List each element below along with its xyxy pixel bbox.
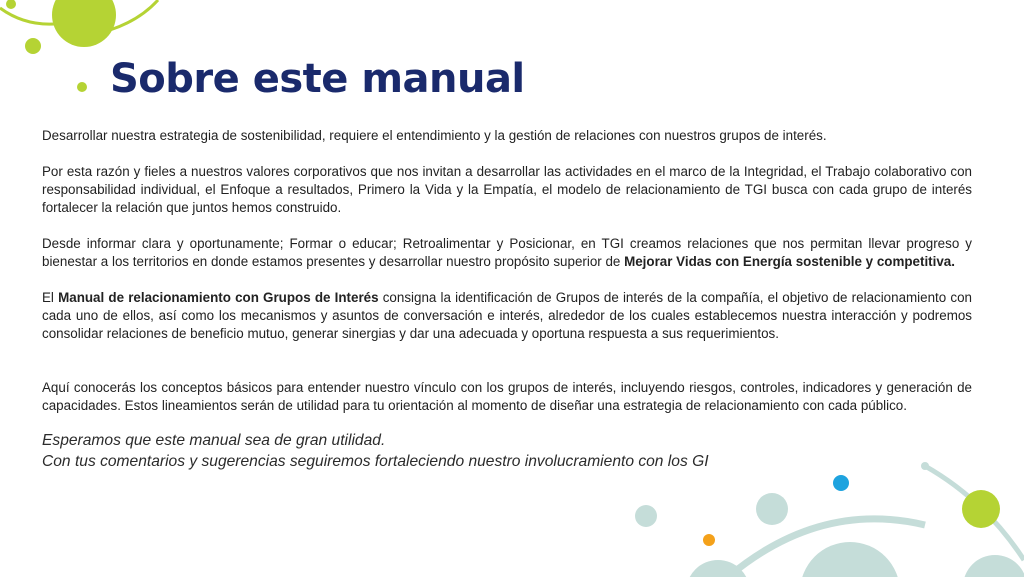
decorative-circle: [963, 555, 1024, 577]
paragraph-purpose-text: Desde informar clara y oportunamente; Formar o educar; Retroalimentar y Posicionar, en TGI creamos relaciones que nos permitan llevar progreso y bienestar a los territorios en donde estamos presentes y desarrollar nuestro propósito superior de: [42, 236, 972, 269]
body-text: [42, 127, 972, 472]
purpose-highlight: Mejorar Vidas con Energía sostenible y competitiva.: [624, 254, 955, 269]
decorative-circle: [962, 490, 1000, 528]
decorative-arc: [728, 519, 925, 577]
paragraph-concepts: Aquí conocerás los conceptos básicos para entender nuestro vínculo con los grupos de interés, incluyendo riesgos, controles, indicadores y generación de capacidades. Estos lineamientos serán de utilidad para tu orientación al momento de diseñar una estrategia de relacionamiento con cada público.: [42, 380, 972, 413]
decorative-circle: [635, 505, 657, 527]
title-bullet-dot: [77, 82, 87, 92]
decorative-circle: [703, 534, 715, 546]
closing-line-1: Esperamos que este manual sea de gran utilidad.: [42, 432, 386, 449]
decorative-circle: [756, 493, 788, 525]
decorative-circle: [25, 38, 41, 54]
decorative-circle: [52, 0, 116, 47]
decorative-arc: [925, 466, 1024, 560]
paragraph-manual: [42, 289, 972, 343]
paragraph-intro: Desarrollar nuestra estrategia de sostenibilidad, requiere el entendimiento y la gestión de relaciones con nuestros grupos de interés.: [42, 128, 827, 143]
decorative-circle: [6, 0, 16, 9]
paragraph-manual-prefix: El: [42, 290, 59, 305]
manual-name-highlight: Manual de relacionamiento con Grupos de Interés: [58, 290, 379, 305]
decorative-circle: [686, 560, 750, 577]
paragraph-values: Por esta razón y fieles a nuestros valores corporativos que nos invitan a desarrollar las actividades en el marco de la Integridad, el Trabajo colaborativo con responsabilidad individual, el Enfoque a resultados, Primero la Vida y la Empatía, el modelo de relacionamiento de TGI busca con cada grupo de interés fortalecer la relación que juntos hemos construido.: [42, 164, 972, 215]
closing-line-2: Con tus comentarios y sugerencias seguiremos fortaleciendo nuestro involucramiento con los GI: [42, 453, 709, 470]
paragraph-manual-text: consigna la identificación de Grupos de interés de la compañía, el objetivo de relacionamiento con cada uno de ellos, así como los mecanismos y asuntos de conversación e interés, alrededor de los cuales establecemos nuestra interacción y podremos consolidar relaciones de beneficio mutuo, generar sinergias y dar una adecuada y oportuna respuesta a sus requerimientos.: [42, 290, 972, 341]
page-title: Sobre este manual: [110, 56, 525, 102]
paragraph-purpose: [42, 235, 972, 271]
closing-message: [42, 430, 972, 472]
decorative-arc: [110, 0, 158, 30]
decorative-circle: [833, 475, 849, 491]
decorative-circle: [800, 542, 900, 577]
